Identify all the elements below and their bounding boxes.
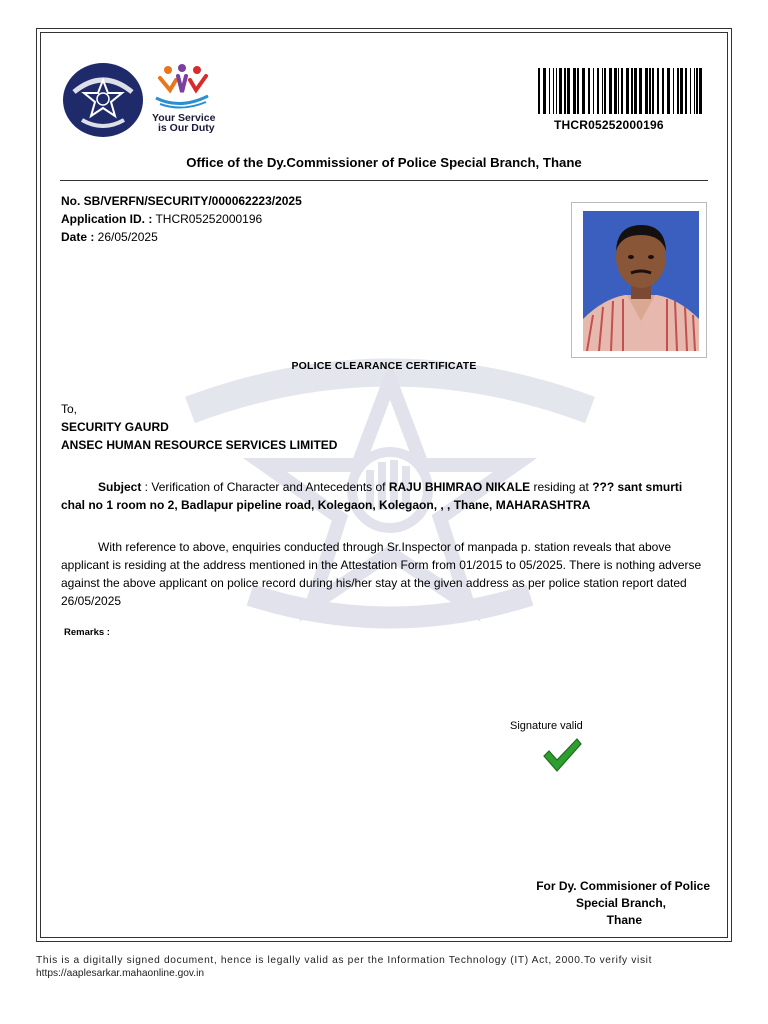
barcode-bar: [577, 68, 579, 114]
barcode-bar: [564, 68, 566, 114]
service-slogan-line2: is Our Duty: [158, 122, 215, 134]
barcode-bar: [543, 68, 546, 114]
barcode-bar: [696, 68, 698, 114]
barcode: [537, 68, 705, 114]
checkmark-icon: [541, 736, 583, 774]
barcode-bar: [631, 68, 633, 114]
application-id: [61, 212, 262, 226]
barcode-bar: [609, 68, 612, 114]
barcode-number: THCR05252000196: [554, 118, 664, 132]
barcode-bar: [649, 68, 651, 114]
barcode-bar: [634, 68, 637, 114]
barcode-bar: [694, 68, 695, 114]
header-divider: [60, 180, 708, 181]
barcode-bar: [639, 68, 642, 114]
barcode-bar: [593, 68, 594, 114]
barcode-bar: [667, 68, 670, 114]
subject-text-2: residing at: [530, 480, 593, 494]
service-slogan-line1: Your Service: [152, 112, 216, 124]
signatory-line3: Thane: [606, 913, 642, 927]
addressee-company: ANSEC HUMAN RESOURCE SERVICES LIMITED: [61, 438, 338, 452]
to-label: To,: [61, 402, 78, 416]
reference-number: No. SB/VERFN/SECURITY/000062223/2025: [61, 194, 302, 208]
barcode-bar: [626, 68, 629, 114]
barcode-bar: [618, 68, 619, 114]
signatory-block: [536, 878, 710, 929]
subject-paragraph: [61, 478, 709, 514]
application-id-label: Application ID. :: [61, 212, 153, 226]
barcode-bar: [657, 68, 659, 114]
barcode-bar: [614, 68, 617, 114]
applicant-name: RAJU BHIMRAO NIKALE: [388, 480, 531, 494]
signature-status: Signature valid: [510, 720, 583, 732]
maharashtra-police-emblem: [62, 62, 144, 138]
footer-notice-text: This is a digitally signed document, hence is legally valid as per the Information Technology (IT) Act, 2000.To verify visit: [36, 955, 653, 966]
barcode-bar: [645, 68, 648, 114]
barcode-bar: [582, 68, 585, 114]
barcode-bar: [690, 68, 691, 114]
barcode-bar: [573, 68, 576, 114]
barcode-bar: [680, 68, 683, 114]
subject-label: Subject: [98, 480, 142, 494]
date-value: 26/05/2025: [94, 230, 158, 244]
barcode-bar: [652, 68, 654, 114]
application-id-value: THCR05252000196: [152, 212, 263, 226]
barcode-bar: [556, 68, 557, 114]
barcode-bar: [685, 68, 687, 114]
office-title: Office of the Dy.Commissioner of Police Special Branch, Thane: [186, 155, 582, 170]
certificate-title: POLICE CLEARANCE CERTIFICATE: [291, 360, 477, 372]
barcode-bar: [588, 68, 590, 114]
barcode-bar: [621, 68, 623, 114]
issue-date: [61, 230, 158, 244]
barcode-bar: [699, 68, 702, 114]
applicant-address: ??? sant smurti chal no 1 room no 2, Badlapur pipeline road, Kolegaon, Kolegaon, , , Thane, MAHARASHTRA: [61, 480, 683, 512]
footer-notice: [36, 954, 740, 980]
barcode-bar: [604, 68, 606, 114]
barcode-bar: [597, 68, 599, 114]
signatory-line2: Special Branch,: [575, 896, 666, 910]
body-paragraph: [61, 538, 709, 610]
body-text: With reference to above, enquiries conducted through Sr.Inspector of manpada p. station reveals that above applicant is residing at the address mentioned in the Attestation Form from 01/2015 to 05/2025. There is nothing adverse against the above applicant on police record during his/her stay at the given address as per police station report dated 26/05/2025: [61, 540, 702, 608]
addressee-block: [61, 400, 337, 454]
barcode-bar: [538, 68, 540, 114]
barcode-bar: [553, 68, 554, 114]
barcode-bar: [673, 68, 674, 114]
subject-text-1: : Verification of Character and Antecedents of: [141, 480, 389, 494]
barcode-bar: [559, 68, 562, 114]
signatory-line1: For Dy. Commisioner of Police: [536, 879, 710, 893]
date-label: Date :: [61, 230, 95, 244]
barcode-bar: [677, 68, 679, 114]
barcode-bar: [662, 68, 664, 114]
service-slogan: [152, 113, 215, 133]
barcode-bar: [567, 68, 570, 114]
verification-url[interactable]: https://aaplesarkar.mahaonline.gov.in: [36, 968, 205, 979]
barcode-bar: [549, 68, 550, 114]
barcode-bar: [602, 68, 603, 114]
remarks-label: Remarks :: [64, 627, 110, 638]
applicant-photo: [583, 211, 699, 351]
addressee-designation: SECURITY GAURD: [61, 420, 169, 434]
